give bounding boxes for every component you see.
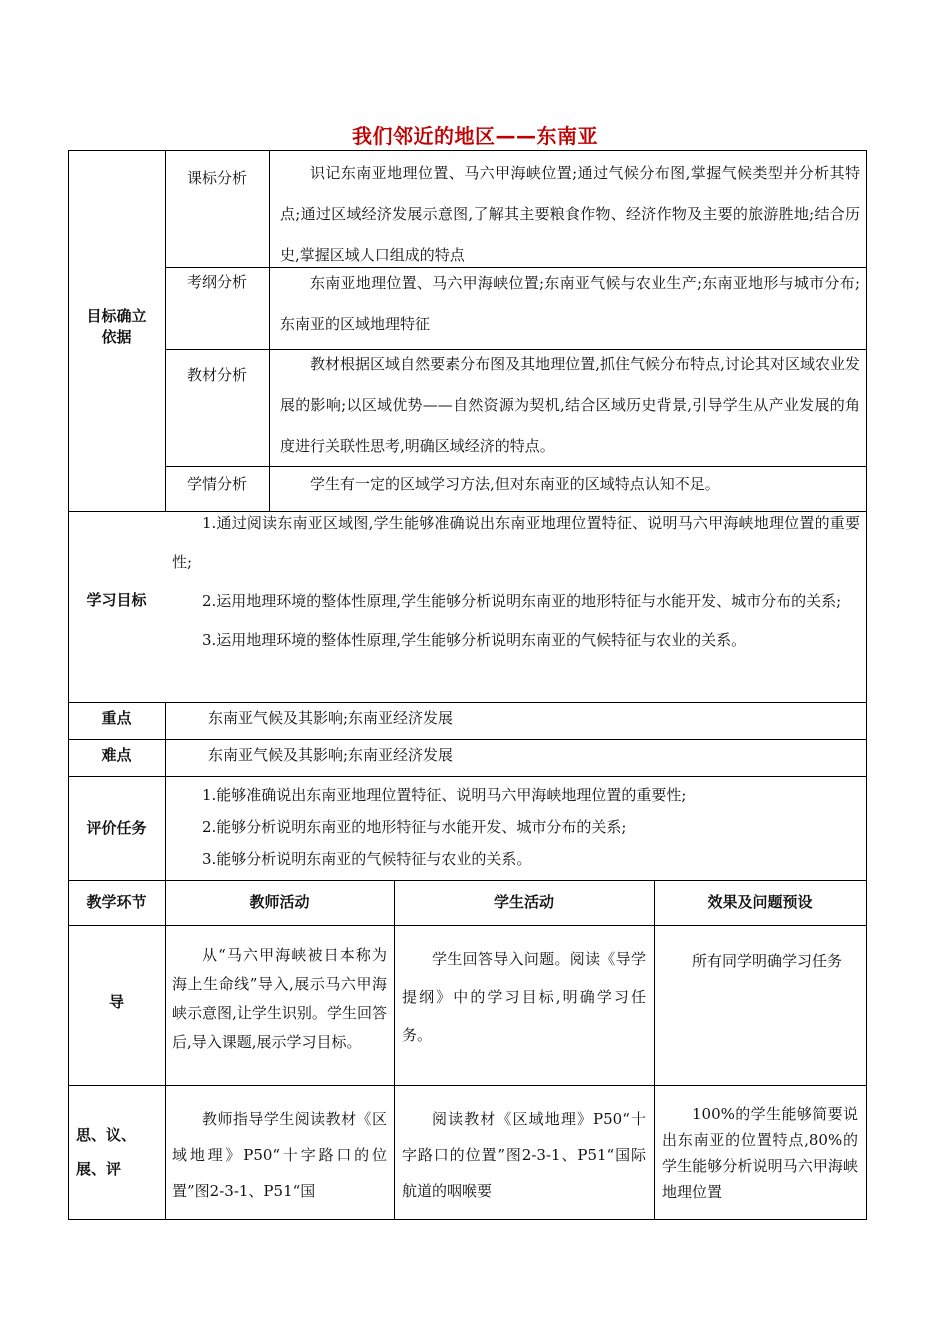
process-student: 阅读教材《区域地理》P50“十字路口的位置”图2-3-1、P51“国际航道的咽喉要 — [402, 1110, 646, 1200]
process-student: 学生回答导入问题。阅读《导学提纲》中的学习目标,明确学习任务。 — [402, 950, 646, 1044]
evaluation-content: 1.能够准确说出东南亚地理位置特征、说明马六甲海峡地理位置的重要性; 2.能够分析说明东南亚的地形特征与水能开发、城市分布的关系; 3.能够分析说明东南亚的气候特征与农业的关系。 — [202, 786, 687, 868]
key-label: 重点 — [101, 709, 132, 727]
goals-label: 学习目标 — [86, 591, 147, 609]
basis-row-name: 课标分析 — [186, 169, 247, 187]
process-header: 教师活动 — [249, 893, 310, 911]
basis-row-text: 东南亚地理位置、马六甲海峡位置;东南亚气候与农业生产;东南亚地形与城市分布;东南亚的区域地理特征 — [280, 274, 860, 333]
basis-row-name: 学情分析 — [186, 475, 247, 493]
key-text: 东南亚气候及其影响;东南亚经济发展 — [208, 709, 454, 727]
process-stage: 导 — [108, 993, 124, 1011]
process-teacher: 从“马六甲海峡被日本称为海上生命线”导入,展示马六甲海峡示意图,让学生识别。学生回答后,导入课题,展示学习目标。 — [172, 946, 387, 1051]
basis-label: 目标确立依据 — [86, 307, 147, 346]
process-header: 效果及问题预设 — [707, 893, 813, 911]
goals-content: 1.通过阅读东南亚区域图,学生能够准确说出东南亚地理位置特征、说明马六甲海峡地理位置的重要性; 2.运用地理环境的整体性原理,学生能够分析说明东南亚的地形特征与水能开发、城市分布的关系; 3.运用地理环境的整体性原理,学生能够分析说明东南亚的气候特征与农业的关系。 — [172, 514, 860, 649]
evaluation-label: 评价任务 — [86, 819, 147, 837]
basis-row-text: 教材根据区域自然要素分布图及其地理位置,抓住气候分布特点,讨论其对区域农业发展的影响;以区域优势——自然资源为契机,结合区域历史背景,引导学生从产业发展的角度进行关联性思考,明确区域经济的特点。 — [280, 355, 860, 455]
process-effect: 所有同学明确学习任务 — [692, 952, 843, 970]
difficulty-text: 东南亚气候及其影响;东南亚经济发展 — [208, 746, 454, 764]
process-teacher: 教师指导学生阅读教材《区域地理》P50“十字路口的位置”图2-3-1、P51“国 — [172, 1110, 387, 1200]
process-effect: 100%的学生能够简要说出东南亚的位置特点,80%的学生能够分析说明马六甲海峡地理位置 — [662, 1105, 858, 1201]
page-title: 我们邻近的地区——东南亚 — [352, 124, 598, 148]
process-header: 学生活动 — [493, 893, 554, 911]
process-stage: 思、议、展、评 — [76, 1126, 137, 1178]
process-header: 教学环节 — [86, 893, 147, 911]
basis-row-text: 学生有一定的区域学习方法,但对东南亚的区域特点认知不足。 — [310, 475, 720, 493]
basis-row-name: 教材分析 — [186, 366, 247, 384]
difficulty-label: 难点 — [101, 746, 132, 764]
basis-row-name: 考纲分析 — [186, 273, 247, 291]
basis-row-text: 识记东南亚地理位置、马六甲海峡位置;通过气候分布图,掌握气候类型并分析其特点;通过区域经济发展示意图,了解其主要粮食作物、经济作物及主要的旅游胜地;结合历史,掌握区域人口组成的特点 — [280, 164, 860, 264]
